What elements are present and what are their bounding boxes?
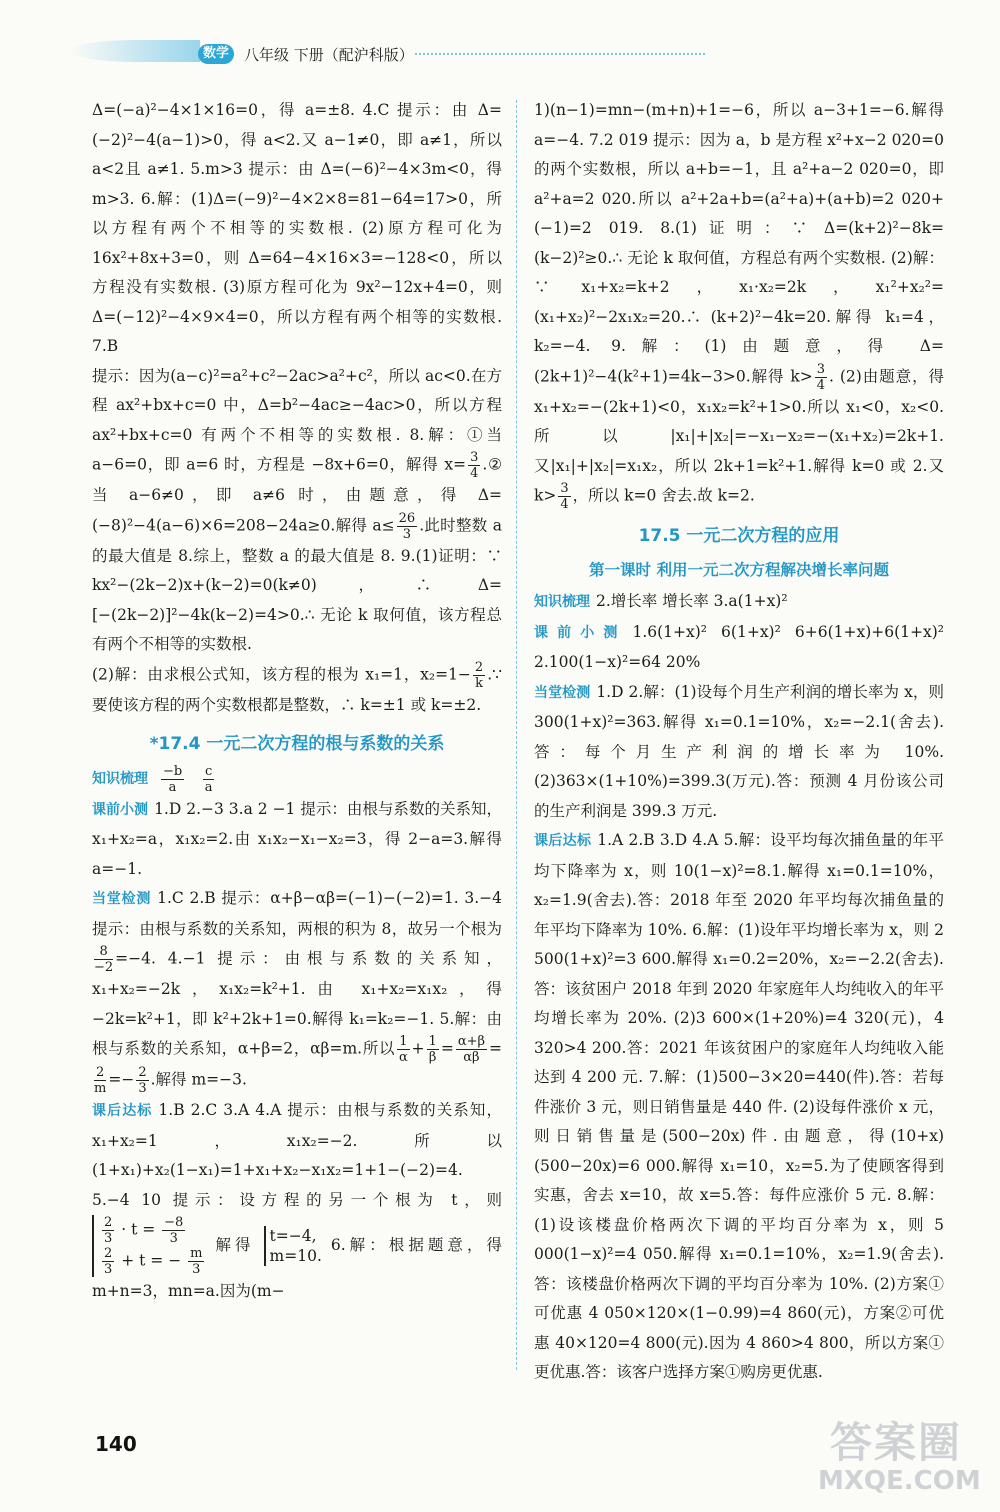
section-title-17-5: 17.5 一元二次方程的应用: [638, 526, 840, 546]
right-paragraph-1: 1)(n−1)=mn−(m+n)+1=−6，所以 a−3+1=−6.解得 a=−4. 7.2 019 提示：因为 a，b 是方程 x²+x−2 020=0 的两个实数根，所以 a+b=−1，且 a²+a−2 020=0，即 a²+a=2 020.所以 a²+2a+b=(a²+a)+(a+b)=2 020+(−1)=2 019. 8.(1)证明：∵ Δ=(k+2)²−8k=(k−2)²≥0.∴ 无论 k 取何值，方程总有两个实数根. (2)解：∵ x₁+x₂=k+2，x₁·x₂=2k，x₁²+x₂²=(x₁+x₂)²−2x₁x₂=20.∴ (k+2)²−4k=20.解得 k₁=4，k₂=−4. 9.解：(1)由题意，得 Δ=(2k+1)²−4(k²+1)=4k−3>0.解得 k> $\frac{3}{4}$ . (2)由题意，得 x₁+x₂=−(2k+1)<0，x₁x₂=k²+1>0.所以 x₁<0，x₂<0.所以|x₁|+|x₂|=−x₁−x₂=−(x₁+x₂)=2k+1.又|x₁|+|x₂|=x₁x₂，所以 2k+1=k²+1.解得 k=0 或 2.又 k> $\frac{3}{4}$ ，所以 k=0 舍去.故 k=2.: [534, 101, 945, 512]
knowledge-summary: 知识梳理 $\frac{-b}{a}$ $\frac{c}{a}$: [92, 763, 213, 795]
in-class-check: 当堂检测 1.C 2.B 提示：α+β−αβ=(−1)−(−2)=1. 3.−4 提示：由根与系数的关系知，两根的积为 8，故另一个根为 $\frac{8}{-2}$ =−4. 4.−1 提示：由根与系数的关系知，x₁+x₂=−2k，x₁x₂=k²+1.由 x₁+x₂=x₁x₂，得 −2k=k²+1，即 k²+2k+1=0.解得 k₁=k₂=−1. 5.解：由根与系数的关系知，α+β=2，αβ=m.所以 $\frac{1}{\alpha}$ + $\frac{1}{\beta}$ = $\frac{\alpha+\beta}{\alpha\beta}$ = $\frac{2}{m}$ =− $\frac{2}{3}$ .解得 m=−3.: [92, 889, 503, 1096]
left-paragraph-1: Δ=(−a)²−4×1×16=0，得 a=±8. 4.C 提示：由 Δ=(−2)²−4(a−1)>0，得 a<2.又 a−1≠0，即 a≠1，所以 a<2且 a≠1. 5.m>3 提示：由 Δ=(−6)²−4×3m<0，得 m>3. 6.解：(1)Δ=(−9)²−4×2×8=81−64=17>0，所以方程有两个不相等的实数根. (2)原方程可化为16x²+8x+3=0，则 Δ=64−4×16×3=−128<0，所以方程没有实数根. (3)原方程可化为 9x²−12x+4=0，则 Δ=(−12)²−4×9×4=0，所以方程有两个相等的实数根. 7.B: [92, 101, 502, 355]
fraction: $\frac{26}{3}$: [398, 510, 416, 542]
after-class-practice-2: 课后达标 1.A 2.B 3.D 4.A 5.解：设平均每次捕鱼量的年平均下降率为 x，则 10(1−x)²=8.1.解得 x₁=0.1=10%，x₂=1.9(舍去).答：2018 年至 2020 年平均每次捕鱼量的年平均下降率为 10%. 6.解：(1)设年平均增长率为 x，则 2 500(1+x)²=3 600.解得 x₁=0.2=20%，x₂=−2.2(舍去).答：该贫困户 2018 年到 2020 年家庭年人均纯收入的年平均增长率为 20%. (2)3 600×(1+20%)=4 320(元)，4 320>4 200.答：2021 年该贫困户的家庭年人均纯收入能达到 4 200 元. 7.解：(1)500−3×20=440(件).答：若每件涨价 3 元，则日销售量是 440 件. (2)设每件涨价 x 元，则日销售量是(500−20x)件.由题意，得(10+x)(500−20x)=6 000.解得 x₁=10，x₂=5.为了使顾客得到实惠，舍去 x=10，故 x=5.答：每件应涨价 5 元. 8.解：(1)设该楼盘价格两次下调的平均百分率为 x，则 5 000(1−x)²=4 050.解得 x₁=0.1=10%，x₂=1.9(舍去).答：该楼盘价格两次下调的平均百分率为 10%. (2)方案①可优惠 4 050×120×(1−0.99)=4 860(元)，方案②可优惠 40×120=4 800(元).因为 4 860>4 800，所以方案①更优惠.答：该客户选择方案①购房更优惠.: [534, 831, 944, 1381]
left-paragraph-3: (2)解：由求根公式知，该方程的根为 x₁=1，x₂=1− $\frac{2}{k}$ .∵ 要使该方程的两个实数根都是整数，∴ k=±1 或 k=±2.: [92, 659, 502, 714]
in-class-check-2: 当堂检测 1.D 2.解：(1)设每个月生产利润的增长率为 x，则 300(1+x)²=363.解得 x₁=0.1=10%，x₂=−2.1(舍去).答：每个月生产利润的增长率为 10%. (2)363×(1+10%)=399.3(万元).答：预测 4 月份该公司的生产利润是 399.3 万元.: [534, 682, 944, 820]
header-dotted-line: [415, 53, 705, 55]
header-title: 八年级 下册（配沪科版）: [244, 46, 414, 64]
page-header: [0, 0, 1000, 80]
pre-class-quiz-2: 课前小测 1.6(1+x)² 6(1+x)² 6+6(1+x)+6(1+x)² 2.100(1−x)²=64 20%: [534, 622, 945, 671]
lesson-title: 第一课时 利用一元二次方程解决增长率问题: [589, 560, 889, 579]
left-paragraph-2: 提示：因为(a−c)²=a²+c²−2ac>a²+c²，所以 ac<0.在方程 ax²+bx+c=0 中，Δ=b²−4ac≥−4ac>0，所以方程 ax²+bx+c=0 有两个不相等的实数根. 8.解：①当 a−6=0，即 a=6 时，方程是 −8x+6=0，解得 x= $\frac{3}{4}$ .②当 a−6≠0，即 a≠6 时，由题意，得 Δ=(−8)²−4(a−6)×6=208−24a≥0.解得 a≤ $\frac{26}{3}$ .此时整数 a 的最大值是 8.综上，整数 a 的最大值是 8. 9.(1)证明：∵ kx²−(2k−2)x+(k−2)=0(k≠0)，∴ Δ=[−(2k−2)]²−4k(k−2)=4>0.∴ 无论 k 取何值，该方程总有两个不相等的实数根.: [92, 366, 502, 653]
column-divider: [516, 100, 517, 1370]
pre-class-quiz: 课前小测 1.D 2.−3 3.a 2 −1 提示：由根与系数的关系知，x₁+x₂=a，x₁x₂=2.由 x₁x₂−x₁−x₂=3，得 2−a=3.解得 a=−1.: [92, 799, 503, 878]
section-title-17-4: *17.4 一元二次方程的根与系数的关系: [149, 734, 445, 754]
watermark: [810, 1410, 990, 1505]
left-column: [92, 96, 502, 1307]
after-class-practice: 课后达标 1.B 2.C 3.A 4.A 提示：由根与系数的关系知，x₁+x₂=1，x₁x₂=−2.所以(1+x₁)+x₂(1−x₁)=1+x₁+x₂−x₁x₂=1+1−(−2)=4. 5.−4 10 提示：设方程的另一个根为 t，则 $\frac{2}{3}$ · t = $\frac{-8}{3}$ $\frac{2}{3}$ + t = − $\frac{m}{3}$ 解得 t=−4, m=10. 6.解：根据题意，得 m+n=3，mn=a.因为(m−: [92, 1101, 502, 1300]
subject-badge: 数学: [198, 44, 234, 64]
right-column: [534, 96, 944, 1388]
header-decoration: [70, 40, 200, 62]
fraction: $\frac{3}{4}$: [470, 450, 479, 481]
knowledge-summary-2: 知识梳理 2.增长率 增长率 3.a(1+x)²: [534, 592, 788, 610]
watermark-url: MXQE.COM: [818, 1466, 981, 1496]
fraction: $\frac{2}{k}$: [474, 659, 484, 691]
watermark-logo: 答案圈: [830, 1418, 963, 1467]
page-number: 140: [95, 1432, 137, 1456]
